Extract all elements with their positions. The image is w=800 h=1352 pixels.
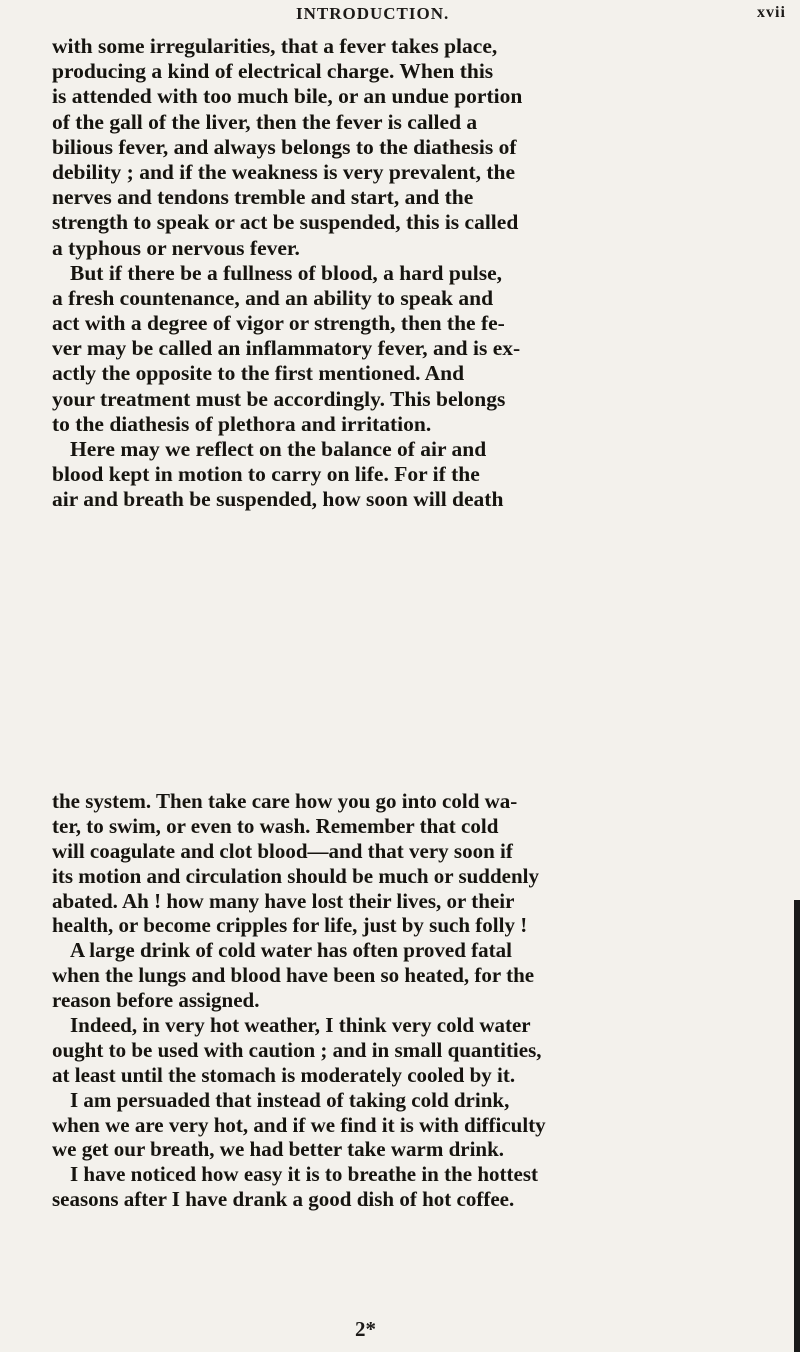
page-number: xvii [757, 4, 786, 21]
text-line: ought to be used with caution ; and in small quantities, [52, 1037, 542, 1062]
text-line: A large drink of cold water has often proved fatal [70, 938, 512, 963]
text-line: abated. Ah ! how many have lost their lives, or their [52, 888, 515, 913]
text-line: at least until the stomach is moderately cooled by it. [52, 1062, 516, 1087]
text-line: reason before assigned. [52, 988, 260, 1013]
text-line: a fresh countenance, and an ability to speak and [52, 285, 494, 310]
page-edge-shadow [794, 900, 800, 1352]
text-line: health, or become cripples for life, just by such folly ! [52, 913, 528, 938]
text-line: ter, to swim, or even to wash. Remember that cold [52, 813, 499, 838]
text-line: seasons after I have drank a good dish of hot coffee. [52, 1187, 515, 1212]
text-line: debility ; and if the weakness is very prevalent, the [52, 159, 516, 184]
text-block-bottom [52, 789, 787, 1212]
text-line: nerves and tendons tremble and start, and the [52, 185, 474, 210]
text-line: strength to speak or act be suspended, this is called [52, 210, 519, 235]
text-line: when we are very hot, and if we find it is with difficulty [52, 1112, 546, 1137]
text-block-top [52, 34, 787, 513]
text-line: your treatment must be accordingly. This belongs [52, 386, 506, 411]
text-line: act with a degree of vigor or strength, then the fe- [52, 311, 505, 336]
section-gap [0, 758, 800, 788]
text-line: But if there be a fullness of blood, a hard pulse, [70, 260, 503, 285]
text-line: I am persuaded that instead of taking cold drink, [70, 1087, 510, 1112]
text-line: producing a kind of electrical charge. When this [52, 59, 494, 84]
signature-mark: 2* [355, 1317, 376, 1341]
text-line: a typhous or nervous fever. [52, 235, 300, 260]
text-line: of the gall of the liver, then the fever is called a [52, 109, 478, 134]
text-line: the system. Then take care how you go into cold wa- [52, 789, 518, 813]
text-line: bilious fever, and always belongs to the diathesis of [52, 134, 517, 159]
text-line: its motion and circulation should be much or suddenly [52, 863, 539, 888]
text-line: we get our breath, we had better take warm drink. [52, 1137, 505, 1162]
text-line: to the diathesis of plethora and irritation. [52, 411, 432, 436]
text-line: Indeed, in very hot weather, I think very cold water [70, 1013, 531, 1038]
running-head [0, 4, 800, 28]
running-title: INTRODUCTION. [296, 4, 450, 23]
text-line: Here may we reflect on the balance of air and [70, 437, 487, 461]
text-line: when the lungs and blood have been so heated, for the [52, 963, 535, 988]
text-line: ver may be called an inflammatory fever, and is ex- [52, 336, 521, 361]
text-line: is attended with too much bile, or an undue portion [52, 84, 523, 109]
text-line: with some irregularities, that a fever takes place, [52, 34, 498, 58]
text-line: I have noticed how easy it is to breathe in the hottest [70, 1162, 539, 1187]
text-line: actly the opposite to the first mentioned. And [52, 361, 465, 386]
text-line: air and breath be suspended, how soon will death [52, 487, 504, 512]
text-line: will coagulate and clot blood—and that very soon if [52, 838, 513, 863]
text-line: blood kept in motion to carry on life. For if the [52, 462, 480, 487]
